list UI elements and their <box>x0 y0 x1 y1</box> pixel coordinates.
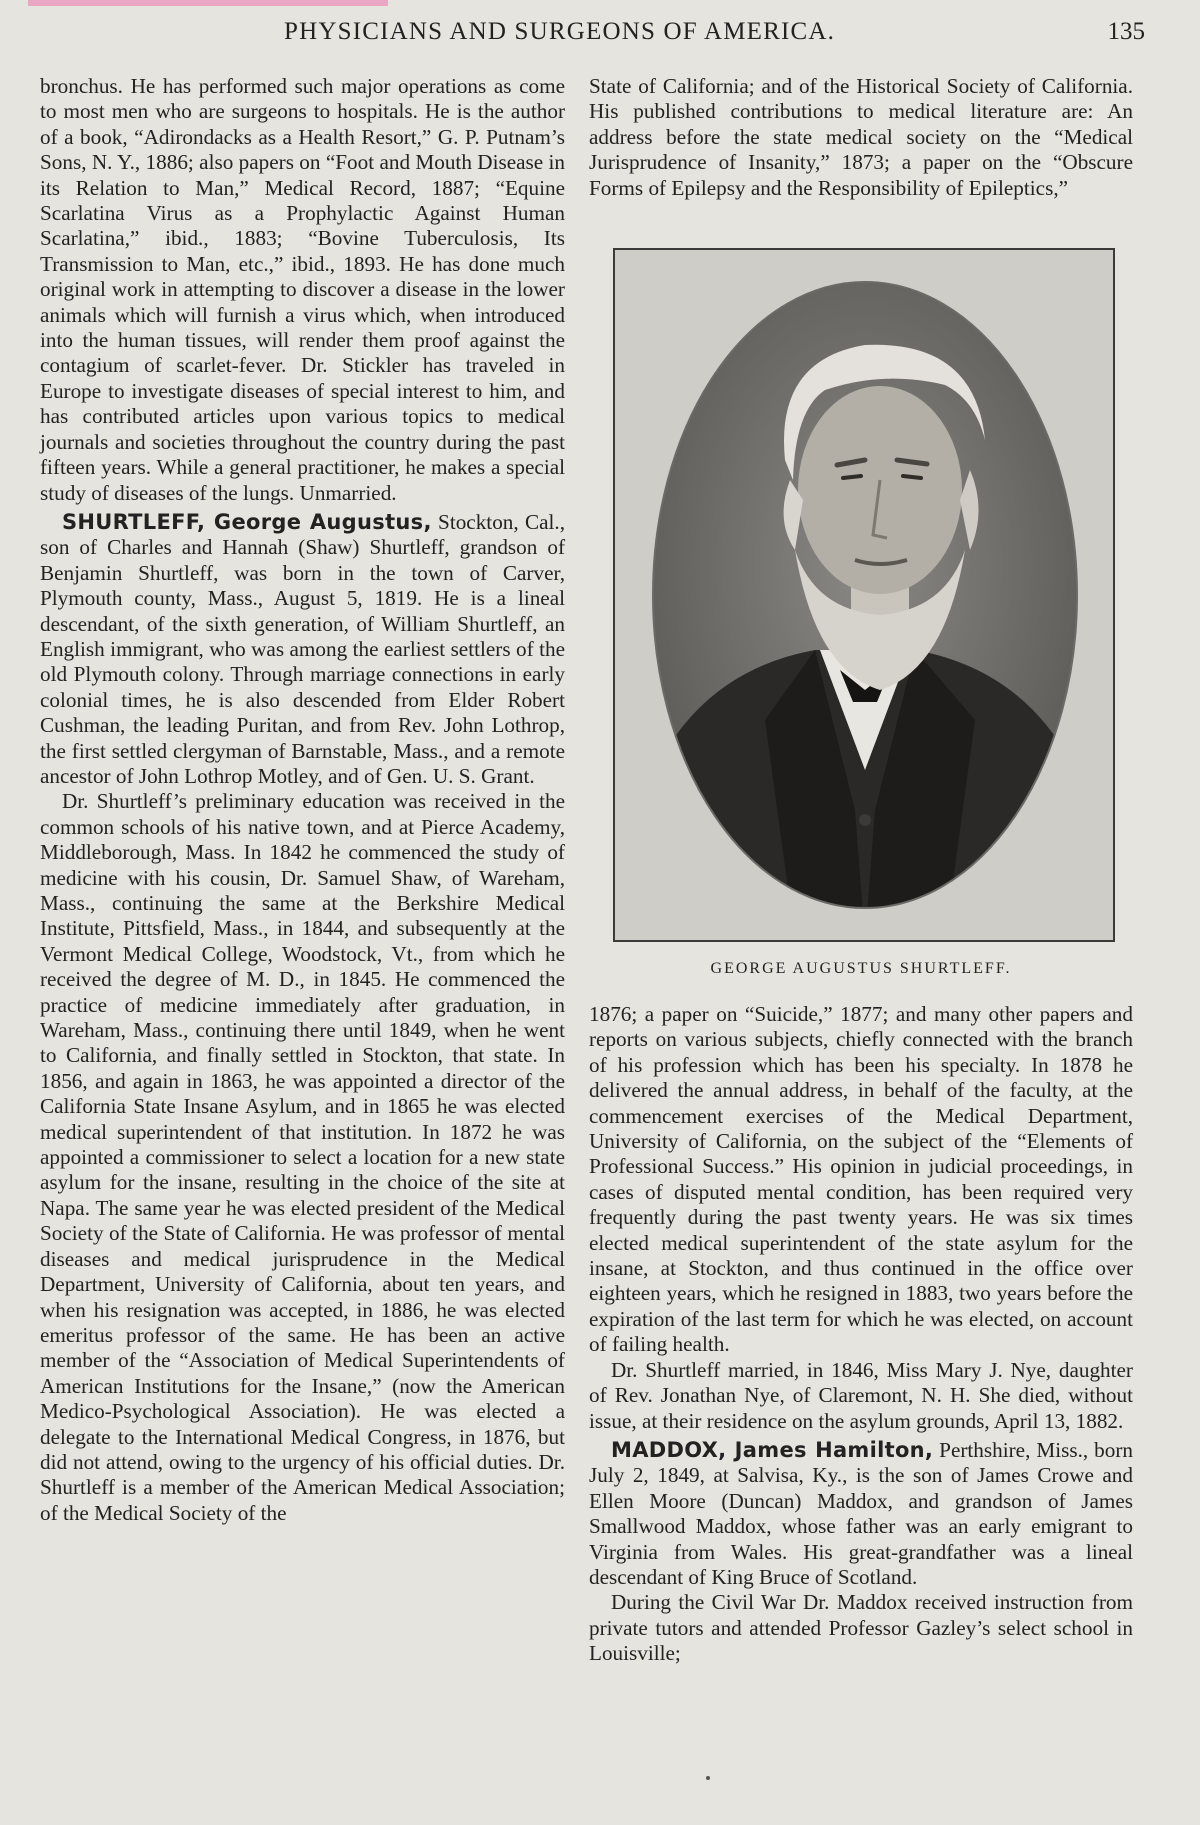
page-edge-strip <box>28 0 388 6</box>
entry-name-shurtleff: SHURTLEFF, George Augustus, <box>62 509 432 534</box>
entry-text-shurtleff: Stockton, Cal., son of Charles and Hannah (Shaw) Shurtleff, grandson of Benjamin Shurtleff, was born in the town of Carver, Plymouth county, Mass., August 5, 1819. He is a lineal descendant, of the sixth generation, of William Shurtleff, an English immigrant, who was among the earliest settlers of the old Plymouth colony. Through marriage connections in early colonial times, he is also descended from Elder Robert Cushman, the leading Puritan, and from Rev. John Lothrop, the first settled clergyman of Barnstable, Mass., and a remote ancestor of John Lothrop Motley, and of Gen. U. S. Grant. <box>40 509 565 788</box>
contributions-paragraph: State of California; and of the Historical Society of California. His published contributions to medical literature are: An address before the state medical society on the “Medical Jurisprudence of Insanity,” 1873; a paper on the “Obscure Forms of Epilepsy and the Responsibility of Epileptics,” <box>589 74 1133 200</box>
entry-name-maddox: MADDOX, James Hamilton, <box>611 1437 934 1462</box>
right-column-top <box>589 74 1133 201</box>
stickler-paragraph: bronchus. He has performed such major operations as come to most men who are surgeons to hospitals. He is the author of a book, “Adirondacks as a Health Resort,” G. P. Putnam’s Sons, N. Y., 1886; also papers on “Foot and Mouth Disease in its Relation to Man,” Medical Record, 1887; “Equine Scarlatina Virus as a Prophylactic Against Human Scarlatina,” ibid., 1883; “Bovine Tuberculosis, Its Transmission to Man, etc.,” ibid., 1893. He has done much original work in attempting to discover a disease in the lower animals which will furnish a virus which, when introduced into the human tissues, will render them proof against the contagium of scarlet-fever. Dr. Stickler has traveled in Europe to investigate diseases of special interest to him, and has contributed articles upon various topics to medical journals and societies throughout the country during the past fifteen years. While a general practitioner, he makes a special study of diseases of the lungs. Unmarried. <box>40 74 565 505</box>
running-head: PHYSICIANS AND SURGEONS OF AMERICA. <box>284 18 836 45</box>
shurtleff-entry <box>40 510 565 789</box>
marriage-paragraph: Dr. Shurtleff married, in 1846, Miss Mary J. Nye, daughter of Rev. Jonathan Nye, of Claremont, N. H. She died, without issue, at their residence on the asylum grounds, April 13, 1882. <box>589 1357 1133 1433</box>
left-column <box>40 74 565 1526</box>
right-column-bottom <box>589 1002 1133 1667</box>
portrait-photo <box>613 248 1115 942</box>
maddox-entry <box>589 1438 1133 1590</box>
portrait-image <box>615 250 1113 940</box>
page-number: 135 <box>1107 18 1145 45</box>
shurtleff-education-paragraph: Dr. Shurtleff’s preliminary education was received in the common schools of his native town, and at Pierce Academy, Middleborough, Mass. In 1842 he commenced the study of medicine with his cousin, Dr. Samuel Shaw, of Wareham, Mass., continuing the same at the Berkshire Medical Institute, Pittsfield, Mass., in 1844, and subsequently at the Vermont Medical College, Woodstock, Vt., from which he received the degree of M. D., in 1845. He commenced the practice of medicine immediately after graduation, in Wareham, Mass., continuing there until 1849, when he went to California, and finally settled in Stockton, that state. In 1856, and again in 1863, he was appointed a director of the California State Insane Asylum, and in 1865 he was elected medical superintendent of that institution. In 1872 he was appointed a commissioner to select a location for a new state asylum for the insane, resulting in the choice of the site at Napa. The same year he was elected president of the Medical Society of the State of California. He was professor of mental diseases and medical jurisprudence in the Medical Department, University of California, about ten years, and when his resignation was accepted, in 1886, he was elected emeritus professor of the same. He has been an active member of the “Association of Medical Superintendents of American Institutions for the Insane,” (now the American Medico-Psychological Association). He was elected a delegate to the International Medical Congress, in 1876, but did not attend, owing to the urgency of his official duties. Dr. Shurtleff is a member of the American Medical Association; of the Medical Society of the <box>40 789 565 1525</box>
career-paragraph: 1876; a paper on “Suicide,” 1877; and many other papers and reports on various subjects, chiefly connected with the branch of his profession which has been his specialty. In 1878 he delivered the annual address, in behalf of the faculty, at the commencement exercises of the Medical Department, University of California, on the subject of the “Elements of Professional Success.” His opinion in judicial proceedings, in cases of disputed mental condition, has been required very frequently during the past twenty years. He was six times elected medical superintendent of the state asylum for the insane, at Stockton, and thus continued in the office over eighteen years, which he resigned in 1883, two years before the expiration of the last term for which he was elected, on account of failing health. <box>589 1002 1133 1357</box>
maddox-education-paragraph: During the Civil War Dr. Maddox received instruction from private tutors and attended Professor Gazley’s select school in Louisville; <box>589 1590 1133 1666</box>
figure-caption: GEORGE AUGUSTUS SHURTLEFF. <box>710 960 1012 977</box>
page-header <box>60 12 1145 52</box>
entry-text-maddox: Perthshire, Miss., born July 2, 1849, at Salvisa, Ky., is the son of James Crowe and Ellen Moore (Duncan) Maddox, and grandson of James Smallwood Maddox, whose father was an early emigrant to Virginia from Wales. His great-grandfather was a lineal descendant of King Bruce of Scotland. <box>589 1437 1133 1589</box>
page-mark <box>706 1776 710 1780</box>
